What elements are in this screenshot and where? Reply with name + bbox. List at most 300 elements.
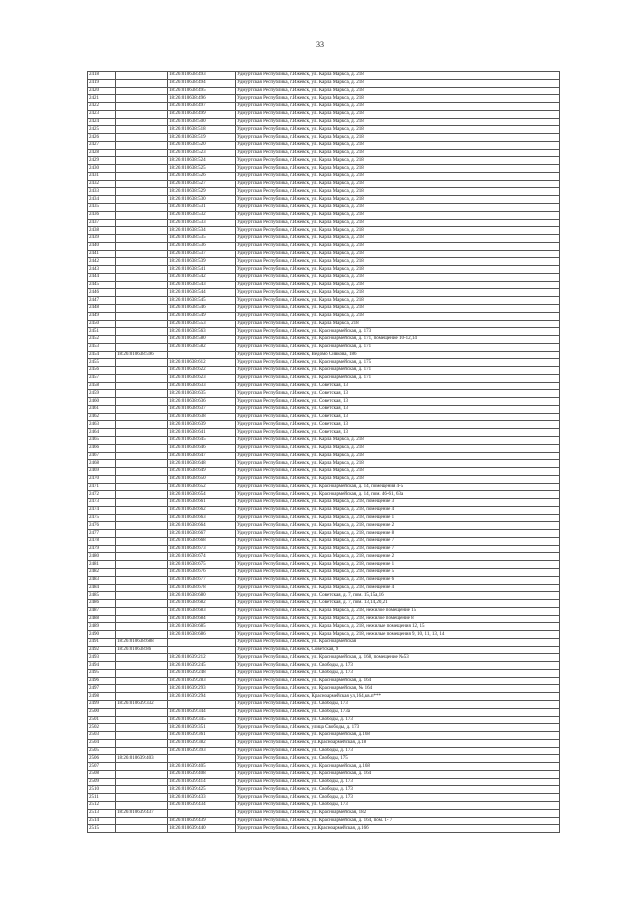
table-row bbox=[88, 468, 560, 476]
object-number-cell: 18:26:010638:529 bbox=[168, 188, 236, 196]
address-cell: Удмуртская Республика, г.Ижевск, ул. Карла Маркса, д. 218, нежилое помещение 8 bbox=[236, 615, 560, 623]
row-number-cell: 2470 bbox=[88, 475, 116, 483]
object-number-cell bbox=[168, 351, 236, 359]
address-cell: Удмуртская Республика, г.Ижевск, ул. Карла Маркса, д. 218 bbox=[236, 227, 560, 235]
address-cell: Удмуртская Республика, г.Ижевск, ул. Карла Маркса, д. 218, помещение 5 bbox=[236, 569, 560, 577]
table-row bbox=[88, 390, 560, 398]
address-cell: Удмуртская Республика, г.Ижевск, ул. Карла Маркса, д. 218 bbox=[236, 312, 560, 320]
address-cell: Удмуртская Республика, г.Ижевск, ул. Карла Маркса, д. 218 bbox=[236, 110, 560, 118]
land-plot-number-cell bbox=[116, 398, 168, 406]
land-plot-number-cell bbox=[116, 669, 168, 677]
row-number-cell: 2446 bbox=[88, 289, 116, 297]
address-cell: Удмуртская Республика, г.Ижевск, ул. Красноармейская, д. 164, пом. 1- 7 bbox=[236, 817, 560, 825]
address-cell: Удмуртская Республика, г.Ижевск, ул. Карла Маркса, д. 218, помещение 3 bbox=[236, 499, 560, 507]
table-row bbox=[88, 273, 560, 281]
row-number-cell: 2486 bbox=[88, 600, 116, 608]
object-number-cell: 18:26:010638:678 bbox=[168, 584, 236, 592]
land-plot-number-cell bbox=[116, 506, 168, 514]
land-plot-number-cell bbox=[116, 615, 168, 623]
land-plot-number-cell bbox=[116, 188, 168, 196]
land-plot-number-cell: 18:26:010638:688 bbox=[116, 638, 168, 646]
object-number-cell: 18:26:010638:541 bbox=[168, 266, 236, 274]
address-cell: Удмуртская Республика, г.Ижевск, ул. Советская, 13 bbox=[236, 421, 560, 429]
table-row bbox=[88, 165, 560, 173]
object-number-cell: 18:26:010638:524 bbox=[168, 157, 236, 165]
row-number-cell: 2475 bbox=[88, 514, 116, 522]
land-plot-number-cell bbox=[116, 631, 168, 639]
row-number-cell: 2463 bbox=[88, 421, 116, 429]
object-number-cell: 18:26:010639:245 bbox=[168, 662, 236, 670]
object-number-cell: 18:26:010638:676 bbox=[168, 569, 236, 577]
address-cell: Удмуртская Республика, г.Ижевск, ул. Красноармейская, д. 14, пом. 46-61, 63а bbox=[236, 491, 560, 499]
row-number-cell: 2424 bbox=[88, 118, 116, 126]
object-number-cell: 18:26:010639:351 bbox=[168, 724, 236, 732]
row-number-cell: 2464 bbox=[88, 429, 116, 437]
object-number-cell: 18:26:010639:294 bbox=[168, 693, 236, 701]
land-plot-number-cell bbox=[116, 716, 168, 724]
table-row bbox=[88, 250, 560, 258]
address-cell: Удмуртская Республика, г.Ижевск, ул. Красноармейская, д. 171, помещение 10-12,14 bbox=[236, 336, 560, 344]
address-cell: Удмуртская Республика, г.Ижевск, ул. Карла Маркса, д. 218 bbox=[236, 165, 560, 173]
land-plot-number-cell bbox=[116, 103, 168, 111]
table-row bbox=[88, 196, 560, 204]
table-row bbox=[88, 693, 560, 701]
table-row bbox=[88, 328, 560, 336]
address-cell: Удмуртская Республика, г.Ижевск, Ведомо Сивкова, 186 bbox=[236, 351, 560, 359]
object-number-cell: 18:26:010638:523 bbox=[168, 149, 236, 157]
table-row bbox=[88, 304, 560, 312]
row-number-cell: 2499 bbox=[88, 701, 116, 709]
table-row bbox=[88, 506, 560, 514]
table-row bbox=[88, 266, 560, 274]
table-row bbox=[88, 677, 560, 685]
object-number-cell: 18:26:010638:549 bbox=[168, 312, 236, 320]
table-row bbox=[88, 732, 560, 740]
land-plot-number-cell bbox=[116, 211, 168, 219]
table-row bbox=[88, 211, 560, 219]
land-plot-number-cell bbox=[116, 685, 168, 693]
row-number-cell: 2438 bbox=[88, 227, 116, 235]
row-number-cell: 2482 bbox=[88, 569, 116, 577]
object-number-cell: 18:26:010638:499 bbox=[168, 110, 236, 118]
table-row bbox=[88, 561, 560, 569]
table-row bbox=[88, 172, 560, 180]
table-row bbox=[88, 227, 560, 235]
row-number-cell: 2432 bbox=[88, 180, 116, 188]
address-cell: Удмуртская Республика, г.Ижевск, ул. Карла Маркса, д. 218 bbox=[236, 468, 560, 476]
land-plot-number-cell bbox=[116, 258, 168, 266]
table-row bbox=[88, 537, 560, 545]
address-cell: Удмуртская Республика, г.Ижевск, ул. Красноармейская, 182 bbox=[236, 809, 560, 817]
land-plot-number-cell bbox=[116, 196, 168, 204]
object-number-cell: 18:26:010638:612 bbox=[168, 359, 236, 367]
row-number-cell: 2430 bbox=[88, 165, 116, 173]
table-row bbox=[88, 770, 560, 778]
row-number-cell: 2447 bbox=[88, 297, 116, 305]
table-row bbox=[88, 475, 560, 483]
address-cell: Удмуртская Республика, г.Ижевск, ул. Свободы, 173а bbox=[236, 708, 560, 716]
row-number-cell: 2504 bbox=[88, 739, 116, 747]
register-table-body bbox=[88, 72, 560, 833]
table-row bbox=[88, 530, 560, 538]
row-number-cell: 2434 bbox=[88, 196, 116, 204]
table-row bbox=[88, 669, 560, 677]
land-plot-number-cell bbox=[116, 770, 168, 778]
object-number-cell: 18:26:010638:654 bbox=[168, 491, 236, 499]
table-row bbox=[88, 755, 560, 763]
table-row bbox=[88, 646, 560, 654]
row-number-cell: 2444 bbox=[88, 273, 116, 281]
object-number-cell: 18:26:010638:527 bbox=[168, 180, 236, 188]
object-number-cell: 18:26:010638:638 bbox=[168, 413, 236, 421]
table-row bbox=[88, 522, 560, 530]
land-plot-number-cell bbox=[116, 747, 168, 755]
page-number: 33 bbox=[316, 40, 324, 49]
address-cell: Удмуртская Республика, г.Ижевск, ул. Карла Маркса, д. 218 bbox=[236, 273, 560, 281]
land-plot-number-cell bbox=[116, 421, 168, 429]
table-row bbox=[88, 825, 560, 833]
object-number-cell: 18:26:010638:543 bbox=[168, 281, 236, 289]
land-plot-number-cell bbox=[116, 537, 168, 545]
table-row bbox=[88, 258, 560, 266]
object-number-cell: 18:26:010638:519 bbox=[168, 134, 236, 142]
object-number-cell: 18:26:010638:580 bbox=[168, 336, 236, 344]
land-plot-number-cell bbox=[116, 343, 168, 351]
object-number-cell: 18:26:010638:674 bbox=[168, 553, 236, 561]
object-number-cell: 18:26:010638:493 bbox=[168, 72, 236, 80]
row-number-cell: 2474 bbox=[88, 506, 116, 514]
object-number-cell: 18:26:010639:414 bbox=[168, 778, 236, 786]
table-row bbox=[88, 460, 560, 468]
address-cell: Удмуртская Республика, г.Ижевск, ул. Карла Маркса, д. 218, помещение 7 bbox=[236, 545, 560, 553]
row-number-cell: 2423 bbox=[88, 110, 116, 118]
address-cell: Удмуртская Республика, г.Ижевск, ул. Советская, 13 bbox=[236, 405, 560, 413]
object-number-cell: 18:26:010638:645 bbox=[168, 436, 236, 444]
row-number-cell: 2472 bbox=[88, 491, 116, 499]
object-number-cell: 18:26:010638:532 bbox=[168, 211, 236, 219]
address-cell: Удмуртская Республика, г.Ижевск, ул. Карла Маркса, д. 218, нежилое помещение 15 bbox=[236, 607, 560, 615]
table-row bbox=[88, 615, 560, 623]
land-plot-number-cell bbox=[116, 149, 168, 157]
address-cell: Удмуртская Республика, г.Ижевск, ул. Карла Маркса, д. 218 bbox=[236, 281, 560, 289]
row-number-cell: 2448 bbox=[88, 304, 116, 312]
object-number-cell: 18:26:010639:212 bbox=[168, 654, 236, 662]
object-number-cell: 18:26:010638:533 bbox=[168, 219, 236, 227]
table-row bbox=[88, 351, 560, 359]
land-plot-number-cell bbox=[116, 172, 168, 180]
object-number-cell: 18:26:010639:440 bbox=[168, 825, 236, 833]
address-cell: Удмуртская Республика, г.Ижевск, ул. Красноармейская, д. 173 bbox=[236, 328, 560, 336]
table-row bbox=[88, 701, 560, 709]
table-row bbox=[88, 421, 560, 429]
row-number-cell: 2513 bbox=[88, 809, 116, 817]
row-number-cell: 2473 bbox=[88, 499, 116, 507]
object-number-cell: 18:26:010638:495 bbox=[168, 87, 236, 95]
row-number-cell: 2454 bbox=[88, 351, 116, 359]
row-number-cell: 2435 bbox=[88, 204, 116, 212]
object-number-cell: 18:26:010639:344 bbox=[168, 708, 236, 716]
row-number-cell: 2441 bbox=[88, 250, 116, 258]
address-cell: Удмуртская Республика, г.Ижевск, ул. Красноармейская, д.168 bbox=[236, 732, 560, 740]
table-row bbox=[88, 491, 560, 499]
land-plot-number-cell bbox=[116, 413, 168, 421]
table-row bbox=[88, 336, 560, 344]
table-row bbox=[88, 724, 560, 732]
land-plot-number-cell bbox=[116, 141, 168, 149]
address-cell: Удмуртская Республика, г.Ижевск, ул. Карла Маркса, д. 218 bbox=[236, 219, 560, 227]
table-row bbox=[88, 134, 560, 142]
row-number-cell: 2480 bbox=[88, 553, 116, 561]
land-plot-number-cell bbox=[116, 553, 168, 561]
row-number-cell: 2445 bbox=[88, 281, 116, 289]
object-number-cell: 18:26:010638:635 bbox=[168, 390, 236, 398]
object-number-cell: 18:26:010638:526 bbox=[168, 172, 236, 180]
land-plot-number-cell bbox=[116, 72, 168, 80]
table-row bbox=[88, 204, 560, 212]
address-cell: Удмуртская Республика, г.Ижевск, ул. Красноармейская bbox=[236, 638, 560, 646]
address-cell: Удмуртская Республика, г.Ижевск, ул. Карла Маркса, д. 218, помещение 8 bbox=[236, 530, 560, 538]
object-number-cell: 18:26:010638:542 bbox=[168, 273, 236, 281]
row-number-cell: 2477 bbox=[88, 530, 116, 538]
land-plot-number-cell bbox=[116, 95, 168, 103]
table-row bbox=[88, 188, 560, 196]
land-plot-number-cell bbox=[116, 436, 168, 444]
land-plot-number-cell bbox=[116, 227, 168, 235]
row-number-cell: 2465 bbox=[88, 436, 116, 444]
row-number-cell: 2511 bbox=[88, 794, 116, 802]
table-row bbox=[88, 794, 560, 802]
table-row bbox=[88, 180, 560, 188]
row-number-cell: 2469 bbox=[88, 468, 116, 476]
row-number-cell: 2488 bbox=[88, 615, 116, 623]
object-number-cell: 18:26:010638:545 bbox=[168, 297, 236, 305]
row-number-cell: 2507 bbox=[88, 763, 116, 771]
object-number-cell: 18:26:010639:434 bbox=[168, 801, 236, 809]
table-row bbox=[88, 600, 560, 608]
land-plot-number-cell bbox=[116, 273, 168, 281]
object-number-cell: 18:26:010639:345 bbox=[168, 716, 236, 724]
row-number-cell: 2421 bbox=[88, 95, 116, 103]
address-cell: Удмуртская Республика, г.Ижевск, ул.Красноармейская, д.18 bbox=[236, 739, 560, 747]
row-number-cell: 2509 bbox=[88, 778, 116, 786]
land-plot-number-cell bbox=[116, 468, 168, 476]
table-row bbox=[88, 708, 560, 716]
address-cell: Удмуртская Республика, г.Ижевск, ул. Красноармейская, д. 171 bbox=[236, 367, 560, 375]
land-plot-number-cell bbox=[116, 607, 168, 615]
row-number-cell: 2510 bbox=[88, 786, 116, 794]
land-plot-number-cell bbox=[116, 825, 168, 833]
address-cell: Удмуртская Республика, г.Ижевск, ул. Карла Маркса, д. 218, нежилые помещения 9, 10, 11, 13, 14 bbox=[236, 631, 560, 639]
land-plot-number-cell bbox=[116, 623, 168, 631]
land-plot-number-cell bbox=[116, 320, 168, 328]
table-row bbox=[88, 297, 560, 305]
row-number-cell: 2426 bbox=[88, 134, 116, 142]
address-cell: Удмуртская Республика, г.Ижевск, ул. Свободы, 173 bbox=[236, 701, 560, 709]
row-number-cell: 2456 bbox=[88, 367, 116, 375]
object-number-cell: 18:26:010638:539 bbox=[168, 258, 236, 266]
land-plot-number-cell bbox=[116, 429, 168, 437]
table-row bbox=[88, 654, 560, 662]
land-plot-number-cell bbox=[116, 817, 168, 825]
address-cell: Удмуртская Республика, г.Ижевск, ул. Карла Маркса, д. 218 bbox=[236, 87, 560, 95]
object-number-cell: 18:26:010639:293 bbox=[168, 685, 236, 693]
table-row bbox=[88, 367, 560, 375]
address-cell: Удмуртская Республика, г.Ижевск, ул. Свободы, д. 173 bbox=[236, 669, 560, 677]
register-table bbox=[87, 71, 560, 833]
row-number-cell: 2449 bbox=[88, 312, 116, 320]
land-plot-number-cell bbox=[116, 390, 168, 398]
land-plot-number-cell bbox=[116, 794, 168, 802]
land-plot-number-cell bbox=[116, 499, 168, 507]
object-number-cell: 18:26:010638:518 bbox=[168, 126, 236, 134]
address-cell: Удмуртская Республика, г.Ижевск, ул. Карла Маркса, д. 218 bbox=[236, 118, 560, 126]
table-row bbox=[88, 87, 560, 95]
table-row bbox=[88, 382, 560, 390]
table-row bbox=[88, 662, 560, 670]
object-number-cell: 18:26:010638:649 bbox=[168, 468, 236, 476]
row-number-cell: 2492 bbox=[88, 646, 116, 654]
row-number-cell: 2502 bbox=[88, 724, 116, 732]
address-cell: Удмуртская Республика, г.Ижевск, ул. Карла Маркса, д. 218, нежилые помещения 12, 15 bbox=[236, 623, 560, 631]
land-plot-number-cell bbox=[116, 576, 168, 584]
row-number-cell: 2485 bbox=[88, 592, 116, 600]
table-row bbox=[88, 343, 560, 351]
address-cell: Удмуртская Республика, г.Ижевск, ул. Свободы, д. 173 bbox=[236, 747, 560, 755]
address-cell: Удмуртская Республика, г.Ижевск, ул. Свободы, 175 bbox=[236, 755, 560, 763]
land-plot-number-cell bbox=[116, 778, 168, 786]
row-number-cell: 2481 bbox=[88, 561, 116, 569]
row-number-cell: 2508 bbox=[88, 770, 116, 778]
row-number-cell: 2440 bbox=[88, 242, 116, 250]
address-cell: Удмуртская Республика, г.Ижевск, ул. Карла Маркса, д. 218 bbox=[236, 103, 560, 111]
object-number-cell: 18:26:010638:646 bbox=[168, 444, 236, 452]
land-plot-number-cell: 18:26:010638:596 bbox=[116, 351, 168, 359]
row-number-cell: 2459 bbox=[88, 390, 116, 398]
row-number-cell: 2457 bbox=[88, 374, 116, 382]
address-cell: Удмуртская Республика, г.Ижевск, ул. Карла Маркса, д. 218 bbox=[236, 242, 560, 250]
table-row bbox=[88, 569, 560, 577]
address-cell: Удмуртская Республика, г.Ижевск, ул. Карла Маркса, д. 218 bbox=[236, 475, 560, 483]
table-row bbox=[88, 545, 560, 553]
address-cell: Удмуртская Республика, г.Ижевск, ул. Карла Маркса, д. 218 bbox=[236, 258, 560, 266]
table-row bbox=[88, 638, 560, 646]
table-row bbox=[88, 685, 560, 693]
land-plot-number-cell bbox=[116, 180, 168, 188]
row-number-cell: 2476 bbox=[88, 522, 116, 530]
row-number-cell: 2425 bbox=[88, 126, 116, 134]
row-number-cell: 2437 bbox=[88, 219, 116, 227]
land-plot-number-cell bbox=[116, 289, 168, 297]
table-row bbox=[88, 809, 560, 817]
table-row bbox=[88, 553, 560, 561]
object-number-cell: 18:26:010638:520 bbox=[168, 141, 236, 149]
address-cell: Удмуртская Республика, г.Ижевск, ул. Советская, д. 7, пом. 15,15а,16 bbox=[236, 592, 560, 600]
address-cell: Удмуртская Республика, г.Ижевск, ул. Карла Маркса, д. 218 bbox=[236, 266, 560, 274]
table-row bbox=[88, 312, 560, 320]
land-plot-number-cell bbox=[116, 204, 168, 212]
land-plot-number-cell bbox=[116, 367, 168, 375]
address-cell: Удмуртская Республика, г.Ижевск, ул. Красноармейская, д. 164 bbox=[236, 677, 560, 685]
address-cell: Удмуртская Республика, г.Ижевск, ул. Карла Маркса, д. 218 bbox=[236, 436, 560, 444]
table-row bbox=[88, 118, 560, 126]
table-row bbox=[88, 436, 560, 444]
address-cell: Удмуртская Республика, г.Ижевск, ул. Свободы, д. 173 bbox=[236, 794, 560, 802]
address-cell: Удмуртская Республика, г.Ижевск, ул. Карла Маркса, д. 218 bbox=[236, 134, 560, 142]
row-number-cell: 2452 bbox=[88, 336, 116, 344]
object-number-cell: 18:26:010638:667 bbox=[168, 530, 236, 538]
address-cell: Удмуртская Республика, г.Ижевск, ул. Карла Маркса, д. 218 bbox=[236, 297, 560, 305]
land-plot-number-cell bbox=[116, 134, 168, 142]
table-row bbox=[88, 242, 560, 250]
address-cell: Удмуртская Республика, г.Ижевск, ул. Карла Маркса, д. 218 bbox=[236, 444, 560, 452]
address-cell: Удмуртская Республика, г.Ижевск, ул. Красноармейская, № 164 bbox=[236, 685, 560, 693]
object-number-cell: 18:26:010638:647 bbox=[168, 452, 236, 460]
row-number-cell: 2493 bbox=[88, 654, 116, 662]
object-number-cell: 18:26:010638:637 bbox=[168, 405, 236, 413]
land-plot-number-cell bbox=[116, 250, 168, 258]
address-cell: Удмуртская Республика, г.Ижевск, ул. Свободы, д. 173 bbox=[236, 662, 560, 670]
address-cell: Удмуртская Республика, г.Ижевск, ул. Карла Маркса, д. 218 bbox=[236, 157, 560, 165]
object-number-cell bbox=[168, 809, 236, 817]
row-number-cell: 2491 bbox=[88, 638, 116, 646]
object-number-cell: 18:26:010638:500 bbox=[168, 118, 236, 126]
object-number-cell: 18:26:010638:553 bbox=[168, 320, 236, 328]
land-plot-number-cell bbox=[116, 522, 168, 530]
address-cell: Удмуртская Республика, г.Ижевск, Советская, 9 bbox=[236, 646, 560, 654]
land-plot-number-cell bbox=[116, 600, 168, 608]
table-row bbox=[88, 607, 560, 615]
row-number-cell: 2461 bbox=[88, 405, 116, 413]
land-plot-number-cell bbox=[116, 110, 168, 118]
address-cell: Удмуртская Республика, г.Ижевск, ул. Красноармейская, д. 171 bbox=[236, 343, 560, 351]
land-plot-number-cell bbox=[116, 312, 168, 320]
land-plot-number-cell bbox=[116, 545, 168, 553]
object-number-cell bbox=[168, 638, 236, 646]
table-row bbox=[88, 631, 560, 639]
address-cell: Удмуртская Республика, г.Ижевск, ул. Красноармейская, д. 171 bbox=[236, 374, 560, 382]
table-row bbox=[88, 514, 560, 522]
land-plot-number-cell bbox=[116, 569, 168, 577]
object-number-cell: 18:26:010639:405 bbox=[168, 763, 236, 771]
object-number-cell: 18:26:010638:535 bbox=[168, 235, 236, 243]
table-row bbox=[88, 219, 560, 227]
address-cell: Удмуртская Республика, г.Ижевск, ул. Карла Маркса, д. 218 bbox=[236, 72, 560, 80]
land-plot-number-cell bbox=[116, 452, 168, 460]
land-plot-number-cell bbox=[116, 157, 168, 165]
object-number-cell: 18:26:010638:534 bbox=[168, 227, 236, 235]
land-plot-number-cell: 18:26:010639:332 bbox=[116, 701, 168, 709]
address-cell: Удмуртская Республика, г.Ижевск, ул. Свободы, д. 173 bbox=[236, 716, 560, 724]
table-row bbox=[88, 320, 560, 328]
object-number-cell: 18:26:010638:622 bbox=[168, 367, 236, 375]
address-cell: Удмуртская Республика, г.Ижевск, ул. Красноармейская, д. 168, помещение №53 bbox=[236, 654, 560, 662]
address-cell: Удмуртская Республика, г.Ижевск, ул. Карла Маркса, д. 218 bbox=[236, 188, 560, 196]
row-number-cell: 2514 bbox=[88, 817, 116, 825]
table-row bbox=[88, 483, 560, 491]
row-number-cell: 2450 bbox=[88, 320, 116, 328]
object-number-cell: 18:26:010639:433 bbox=[168, 794, 236, 802]
object-number-cell: 18:26:010639:439 bbox=[168, 817, 236, 825]
address-cell: Удмуртская Республика, г.Ижевск, ул. Свободы, д. 173 bbox=[236, 778, 560, 786]
table-row bbox=[88, 359, 560, 367]
object-number-cell: 18:26:010639:361 bbox=[168, 732, 236, 740]
land-plot-number-cell bbox=[116, 235, 168, 243]
land-plot-number-cell bbox=[116, 460, 168, 468]
table-row bbox=[88, 452, 560, 460]
object-number-cell: 18:26:010638:531 bbox=[168, 204, 236, 212]
object-number-cell: 18:26:010638:544 bbox=[168, 289, 236, 297]
object-number-cell: 18:26:010638:683 bbox=[168, 607, 236, 615]
